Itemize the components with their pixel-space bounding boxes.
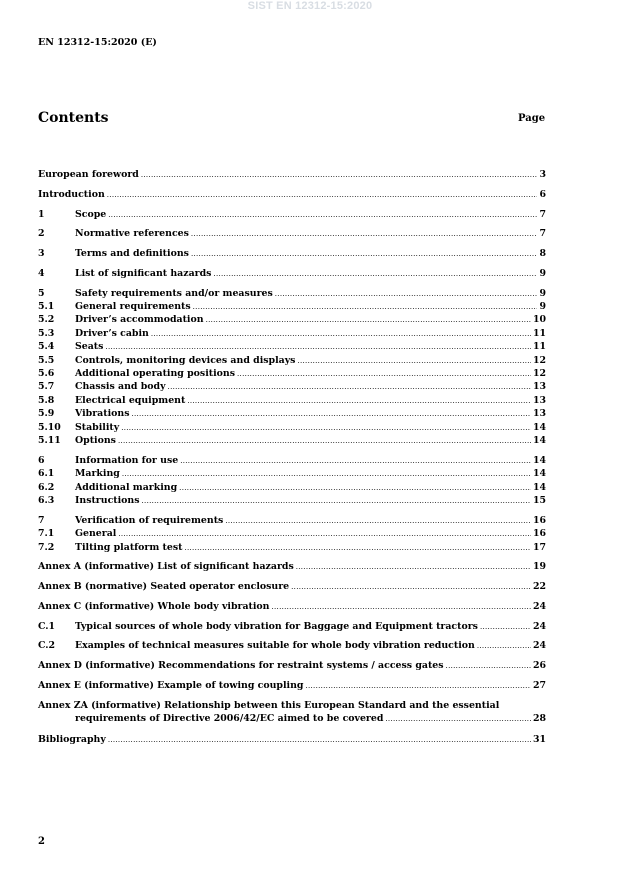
toc-entry-title: Terms and definitions: [75, 248, 189, 260]
toc-leader: [187, 395, 531, 408]
toc-entry[interactable]: [38, 380, 546, 393]
toc-entry-title: Additional operating positions: [75, 368, 236, 380]
toc-entry-page: 11: [532, 327, 546, 339]
toc-entry-title: Marking: [75, 468, 120, 480]
toc-entry[interactable]: [38, 527, 546, 540]
toc-leader: [121, 422, 531, 435]
toc-leader: [480, 621, 531, 634]
toc-entry-number: 1: [38, 208, 45, 220]
toc-entry[interactable]: [38, 467, 546, 480]
toc-entry-number: 7.2: [38, 541, 55, 553]
toc-entry-number: 6: [38, 454, 45, 466]
toc-entry-page: 12: [532, 354, 546, 366]
toc-entry-title: Safety requirements and/or measures: [75, 287, 273, 299]
toc-leader: [213, 268, 537, 281]
toc-leader: [184, 542, 530, 555]
toc-entry[interactable]: [38, 267, 546, 280]
toc-entry-annex[interactable]: [38, 560, 546, 573]
toc-leader: [272, 601, 531, 614]
toc-entry-title: Driver’s cabin: [75, 327, 149, 339]
toc-entry-page: 17: [532, 541, 546, 553]
toc-entry[interactable]: [38, 340, 546, 353]
toc-entry[interactable]: [38, 208, 546, 221]
toc-entry-page: 14: [532, 421, 546, 433]
toc-entry[interactable]: [38, 287, 546, 300]
toc-entry-title: Scope: [75, 208, 107, 220]
toc-leader: [291, 581, 531, 594]
toc-entry-title: General: [75, 528, 117, 540]
toc-entry-page: 13: [532, 408, 546, 420]
toc-leader: [305, 680, 530, 693]
toc-entry-title: Options: [75, 434, 116, 446]
toc-leader: [446, 660, 531, 673]
toc-entry-number: C.2: [38, 640, 56, 652]
toc-entry-title: Additional marking: [75, 481, 178, 493]
toc-entry-page: 11: [532, 341, 546, 353]
toc-leader: [108, 734, 531, 747]
toc-entry-title-continuation: requirements of Directive 2006/42/EC aimed to be covered: [75, 713, 384, 725]
toc-leader: [297, 355, 530, 368]
toc-leader: [168, 381, 531, 394]
toc-entry-title: Information for use: [75, 454, 179, 466]
toc-leader: [193, 301, 538, 314]
toc-entry-title: Seats: [75, 341, 104, 353]
toc-entry-page: 16: [532, 528, 546, 540]
toc-leader: [179, 482, 531, 495]
toc-entry-title: Chassis and body: [75, 381, 166, 393]
toc-entry-number: 5.10: [38, 421, 61, 433]
toc-entry-page: 14: [532, 468, 546, 480]
toc-entry-page: 7: [539, 228, 546, 240]
toc-entry[interactable]: [38, 327, 546, 340]
toc-entry-page: 16: [532, 514, 546, 526]
toc-entry[interactable]: [38, 454, 546, 467]
document-id: EN 12312-15:2020 (E): [38, 37, 157, 48]
toc-entry[interactable]: [38, 168, 546, 181]
toc-leader: [142, 495, 531, 508]
toc-entry-title: Annex ZA (informative) Relationship between this European Standard and the essential: [38, 699, 500, 711]
toc-entry[interactable]: [38, 481, 546, 494]
toc-entry[interactable]: [38, 733, 546, 746]
toc-entry[interactable]: [38, 407, 546, 420]
toc-entry-page: 13: [532, 394, 546, 406]
toc-entry-page: 14: [532, 481, 546, 493]
toc-entry-title: Normative references: [75, 228, 189, 240]
toc-entry-number: 6.2: [38, 481, 55, 493]
toc-leader: [275, 288, 538, 301]
toc-entry-page: 7: [539, 208, 546, 220]
toc-entry-annex[interactable]: [38, 580, 546, 593]
toc-entry-page: 14: [532, 434, 546, 446]
toc-entry-number: 5.9: [38, 408, 55, 420]
watermark: SIST EN 12312-15:2020: [247, 0, 373, 12]
toc-entry-title: Verification of requirements: [75, 514, 224, 526]
toc-entry-number: 3: [38, 248, 45, 260]
toc-entry-number: 5.3: [38, 327, 55, 339]
toc-entry-page: 12: [532, 368, 546, 380]
toc-leader: [180, 455, 531, 468]
toc-entry-number: 5.1: [38, 301, 55, 313]
toc-entry-title: List of significant hazards: [75, 267, 212, 279]
toc-entry-page: 31: [532, 733, 546, 745]
toc-entry-title: General requirements: [75, 301, 191, 313]
toc-entry-number: 5.4: [38, 341, 55, 353]
toc-entry-number: 5: [38, 287, 45, 299]
toc-entry-page: 8: [539, 248, 546, 260]
toc-entry-page: 9: [539, 287, 546, 299]
toc-leader: [191, 228, 538, 241]
toc-entry-title: Driver’s accommodation: [75, 314, 204, 326]
toc-entry[interactable]: [38, 354, 546, 367]
toc-entry-title: Stability: [75, 421, 120, 433]
toc-entry-page: 13: [532, 381, 546, 393]
toc-entry-number: 2: [38, 228, 45, 240]
toc-entry[interactable]: [38, 541, 546, 554]
toc-entry-page: 10: [532, 314, 546, 326]
toc-entry-title: European foreword: [38, 169, 139, 180]
toc-leader: [296, 561, 531, 574]
toc-entry-number: 7: [38, 514, 45, 526]
toc-leader: [206, 314, 531, 327]
toc-entry-page: 6: [539, 188, 546, 200]
toc-entry-number: 6.1: [38, 468, 55, 480]
toc-entry-number: C.1: [38, 620, 56, 632]
toc-entry-title: Vibrations: [75, 408, 130, 420]
page-title: Contents: [38, 110, 109, 126]
toc-entry-page: 15: [532, 494, 546, 506]
toc-leader: [225, 515, 531, 528]
toc-entry[interactable]: [38, 394, 546, 407]
toc-entry-title: Bibliography: [38, 733, 106, 745]
toc-entry-number: 5.8: [38, 394, 55, 406]
toc-entry-page: 27: [532, 679, 546, 691]
toc-entry[interactable]: [38, 188, 546, 201]
toc-entry-page: 24: [532, 620, 546, 632]
toc-entry-page: 24: [532, 640, 546, 652]
toc-entry-annex[interactable]: [38, 659, 546, 672]
toc-entry[interactable]: [38, 313, 546, 326]
toc-leader: [477, 640, 531, 653]
toc-entry-title: Annex E (informative) Example of towing coupling: [38, 679, 304, 691]
toc-entry-title: Annex B (normative) Seated operator enclosure: [38, 581, 290, 593]
toc-leader: [237, 368, 531, 381]
toc-entry-number: 4: [38, 267, 45, 279]
toc-entry-title: Instructions: [75, 494, 140, 506]
toc-entry-page: 24: [532, 600, 546, 612]
toc-leader: [191, 248, 538, 261]
toc-entry-page: 9: [539, 267, 546, 279]
toc-entry-page: 14: [532, 454, 546, 466]
toc-leader: [151, 328, 531, 341]
toc-entry-number: 5.5: [38, 354, 55, 366]
toc-entry-page: 28: [532, 713, 546, 725]
toc-entry-title: Introduction: [38, 188, 105, 200]
toc-leader: [385, 713, 531, 726]
toc-entry-title: Typical sources of whole body vibration for Baggage and Equipment tractors: [75, 620, 478, 632]
toc-entry-number: 5.11: [38, 434, 61, 446]
toc-entry-page: 22: [532, 581, 546, 593]
toc-entry-page: 26: [532, 660, 546, 672]
toc-leader: [122, 468, 531, 481]
toc-entry[interactable]: [38, 620, 546, 633]
toc-entry-page: 19: [532, 561, 546, 573]
toc-entry-title: Annex C (informative) Whole body vibration: [38, 600, 270, 612]
toc-entry[interactable]: [38, 367, 546, 380]
toc-entry-title: Annex A (informative) List of significant hazards: [38, 561, 294, 573]
toc-entry[interactable]: [38, 494, 546, 507]
toc-entry-title: Electrical equipment: [75, 394, 186, 406]
toc-entry-annex[interactable]: [38, 679, 546, 692]
toc-entry[interactable]: [38, 514, 546, 527]
toc-entry[interactable]: [38, 639, 546, 652]
toc-entry-title: Annex D (informative) Recommendations for restraint systems / access gates: [38, 660, 444, 672]
toc-leader: [118, 528, 531, 541]
toc-entry-number: 6.3: [38, 494, 55, 506]
toc-entry-page: 9: [539, 301, 546, 313]
toc-entry[interactable]: [38, 227, 546, 240]
toc-leader: [105, 341, 531, 354]
page-column-label: Page: [518, 113, 546, 124]
toc-entry-number: 5.2: [38, 314, 55, 326]
toc-entry-title: Examples of technical measures suitable for whole body vibration reduction: [75, 640, 475, 652]
toc-entry-annex[interactable]: [38, 699, 546, 727]
toc-entry-annex[interactable]: [38, 600, 546, 613]
toc-leader: [108, 209, 537, 222]
toc-entry-page: 3: [539, 169, 546, 180]
page-number: 2: [38, 836, 45, 847]
toc-entry-title: Controls, monitoring devices and displays: [75, 354, 296, 366]
table-of-contents: [38, 168, 546, 746]
toc-leader: [141, 169, 538, 182]
toc-entry-title: Tilting platform test: [75, 541, 183, 553]
toc-entry-number: 5.7: [38, 381, 55, 393]
toc-leader: [131, 408, 530, 421]
toc-entry-number: 7.1: [38, 528, 55, 540]
toc-leader: [118, 435, 531, 448]
toc-entry[interactable]: [38, 434, 546, 447]
toc-entry[interactable]: [38, 247, 546, 260]
toc-entry[interactable]: [38, 300, 546, 313]
toc-leader: [107, 189, 538, 202]
toc-entry[interactable]: [38, 421, 546, 434]
toc-entry-number: 5.6: [38, 368, 55, 380]
